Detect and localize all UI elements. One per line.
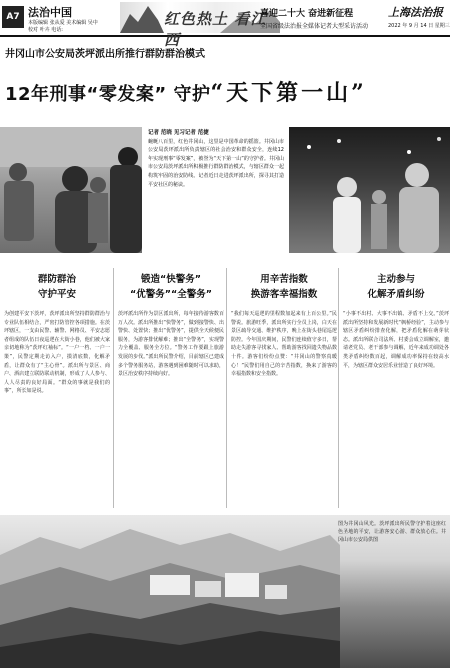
masthead bbox=[0, 0, 450, 49]
column-heading bbox=[343, 272, 449, 306]
banner-text: 红色热土 看江西 bbox=[164, 10, 267, 49]
article-headline bbox=[5, 76, 367, 107]
column-divider bbox=[226, 268, 227, 508]
article-column bbox=[343, 272, 449, 370]
article-column bbox=[231, 272, 337, 379]
column-heading-line: “优警务”“全警务” bbox=[130, 289, 212, 300]
page-number-badge: A7 bbox=[2, 6, 24, 28]
article-kicker: 井冈山市公安局茨坪派出所推行群防群治模式 bbox=[5, 49, 205, 60]
byline: 记者 范晓 见习记者 范捷 bbox=[148, 130, 209, 136]
column-heading-line: 主动参与 bbox=[376, 274, 415, 285]
column-heading-line: 化解矛盾纠纷 bbox=[367, 289, 425, 300]
paper-logo: 上海法治报 bbox=[388, 6, 443, 19]
editor-line: 校对 叶卉 bbox=[28, 27, 50, 33]
column-heading-line: 换游客幸福指数 bbox=[250, 289, 318, 300]
editor-line: 电话: bbox=[51, 27, 63, 33]
slogan-subtitle: 全国省级法治报全媒体记者大型采访活动 bbox=[260, 23, 369, 30]
slogan: 喜迎二十大 奋进新征程 bbox=[260, 9, 354, 19]
column-heading bbox=[231, 272, 337, 306]
campaign-banner bbox=[120, 2, 280, 49]
editor-credits bbox=[28, 20, 116, 34]
issue-date: 2022 年 9 月 14 日 星期三 bbox=[388, 23, 450, 29]
editor-line: 本版编辑 张从爱 bbox=[28, 20, 65, 26]
photo-caption: 图为井冈山风光。茨坪派出所民警守护着这座红色圣地的平安，让游客安心游、群众放心住。井冈山市公安局供图 bbox=[338, 521, 446, 543]
column-text: 为创建平安下茨坪，茨坪派出所坚持群防群治与专业队伍相结合，严密打防管控各项措施。在茨坪辖区，一支由民警、辅警、网格员、平安志愿者组成的队伍日夜巡逻在大街小巷，他们被大家亲切地称为“茨坪红袖标”。“一户一档、一户一策”，民警定期走访入户，摸清底数，化解矛盾，让群众有了“主心骨”。派出所与景区、商户、酒店建立联防联动机制，形成了人人参与、人人尽责的良好局面。“群众的事就是我们的事”，所长如是说。 bbox=[4, 311, 110, 395]
column-heading-line: 用辛苦指数 bbox=[260, 274, 308, 285]
headline-main: 12年刑事“零发案” 守护 bbox=[5, 84, 211, 105]
headline-callout: “天下第一山” bbox=[210, 80, 367, 106]
column-heading-line: 守护平安 bbox=[37, 289, 76, 300]
article-intro bbox=[148, 129, 284, 189]
column-divider bbox=[113, 268, 114, 508]
photo-illustration bbox=[0, 127, 142, 253]
photo-police-with-residents bbox=[0, 127, 142, 253]
column-heading bbox=[4, 272, 110, 306]
article-column bbox=[118, 272, 224, 379]
intro-text: 蜿蜒八百里，红色井冈山，这里是中国革命的摇篮。井冈山市公安局茨坪派出所负责辖区的社会治安和群众安全，连续12年实现刑事“零发案”，被誉为“天下第一山”的守护者。井冈山市公安局茨坪派出所积极推行群防群治模式，与辖区群众一起构筑牢固的治安防线。记者近日走进茨坪派出所，探寻其打造平安社区的秘诀。 bbox=[148, 138, 284, 188]
column-heading-line: 群防群治 bbox=[37, 274, 76, 285]
column-heading bbox=[118, 272, 224, 306]
photo-police-night-patrol bbox=[289, 127, 450, 253]
column-heading-line: 锻造“快警务” bbox=[141, 274, 201, 285]
column-text: 茨坪派出所作为景区派出所，每年接待游客数百万人次。派出所推出“快警务”，做到接警快、出警快、处置快；推出“优警务”，提供全天候便民服务，为游客排忧解难；推出“全警务”，实现警力全覆盖、服务全方位。“警务工作要跟上旅游发展的步伐。”派出所民警介绍，目前辖区已建成多个警务服务站，游客遇到困难随时可以求助，景区治安秩序持续向好。 bbox=[118, 311, 224, 378]
column-divider bbox=[338, 268, 339, 508]
section-title: 法治中国 bbox=[28, 6, 72, 19]
editor-line: 美术编辑 吴中 bbox=[66, 20, 98, 26]
article-column bbox=[4, 272, 110, 396]
photo-illustration bbox=[289, 127, 450, 253]
column-text: “我们每天巡逻的里程数加起来有上百公里。”民警说。旅游旺季，派出所实行全员上岗，白天在景区疏导交通、维护秩序，晚上在街头巷尾巡逻防控。今年国庆期间，民警们连续值守多日，帮助走失游客寻找家人、帮助游客找回遗失物品数十件。游客们纷纷点赞：“井冈山的警察真暖心！”民警们用自己的辛苦指数，换来了游客的幸福指数和安全指数。 bbox=[231, 311, 337, 378]
column-text: “小事不出村、大事不出镇、矛盾不上交。”茨坪派出所坚持和发展新时代“枫桥经验”，主动参与辖区矛盾纠纷排查化解，把矛盾化解在萌芽状态。派出所联合司法所、村委会成立调解室，邀请老党员、老干部参与调解，近年来成功调处各类矛盾纠纷数百起，调解成功率保持在较高水平，为辖区群众安居乐业营造了良好环境。 bbox=[343, 311, 449, 369]
